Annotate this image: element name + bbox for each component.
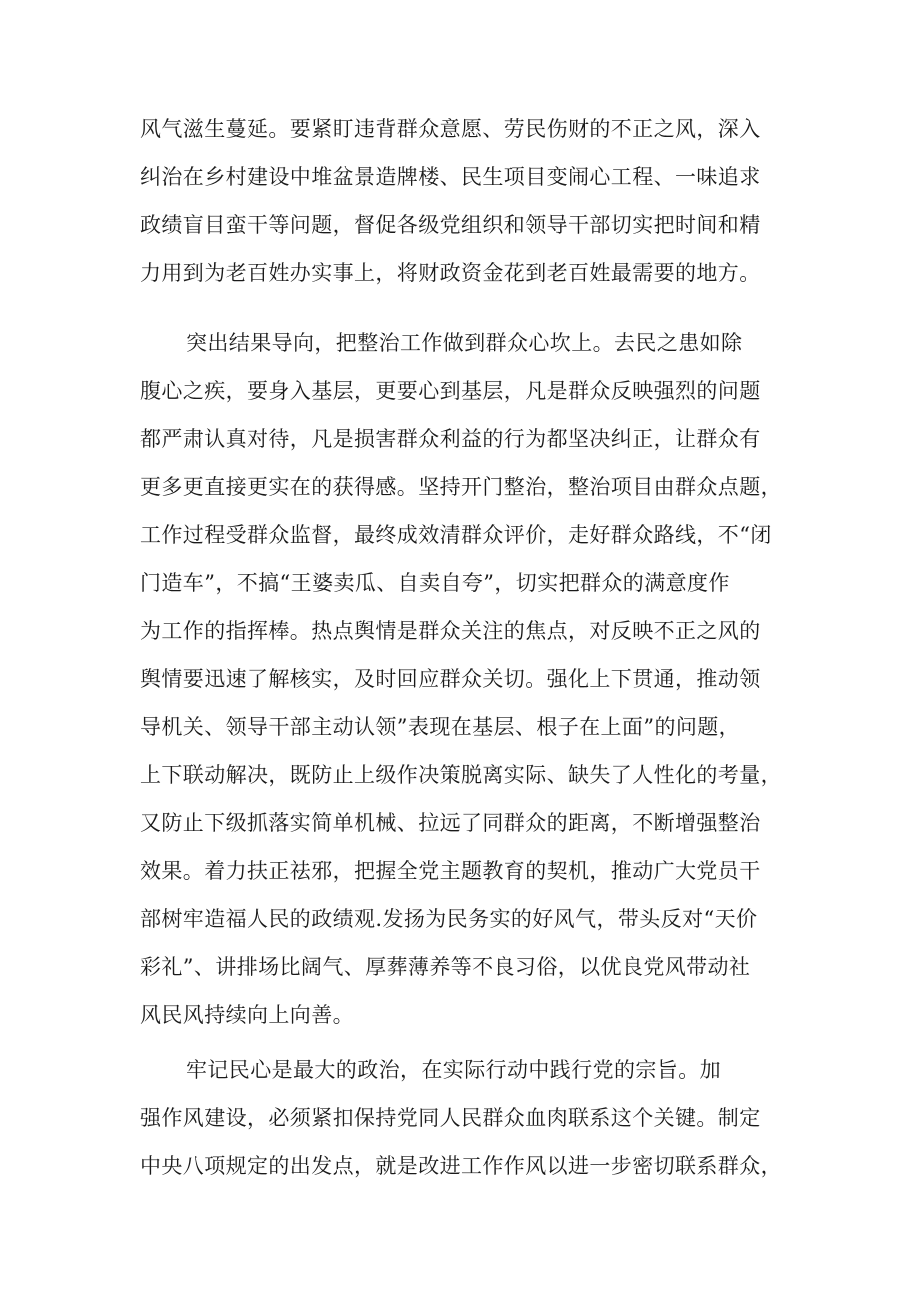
paragraph-2-line-15: 风民风持续向上向善。 [140,1003,354,1027]
paragraph-1-line-3: 政绩盲目蛮干等问题，督促各级党组织和领导干部切实把时间和精 [140,213,761,237]
paragraph-1-line-2: 纠治在乡村建设中堆盆景造牌楼、民生项目变闹心工程、一味追求 [140,165,761,189]
paragraph-2-line-11: 又防止下级抓落实简单机械、拉远了同群众的距离，不断增强整治 [140,811,761,835]
paragraph-3-line-2: 强作风建设，必须紧扣保持党同人民群众血肉联系这个关键。制定 [140,1106,761,1130]
paragraph-2-line-10: 上下联动解决，既防止上级作决策脱离实际、缺失了人性化的考量， [140,763,782,787]
paragraph-2-line-2: 腹心之疾，要身入基层，更要心到基层，凡是群众反映强烈的问题 [140,379,761,403]
paragraph-3-line-3: 中央八项规定的出发点，就是改进工作作风以进一步密切联系群众， [140,1154,782,1178]
paragraph-2-line-3: 都严肃认真对待，凡是损害群众利益的行为都坚决纠正，让群众有 [140,427,761,451]
paragraph-2-line-5: 工作过程受群众监督，最终成效清群众评价，走好群众路线，不“闭 [140,523,772,547]
paragraph-1-line-1: 风气滋生蔓延。要紧盯违背群众意愿、劳民伤财的不正之风，深入 [140,117,761,141]
paragraph-3-line-1: 牢记民心是最大的政治，在实际行动中践行党的宗旨。加 [186,1058,721,1082]
paragraph-2-line-6: 门造车”，不搞“王婆卖瓜、自卖自夸”，切实把群众的满意度作 [140,571,730,595]
paragraph-2-line-9: 导机关、领导干部主动认领”表现在基层、根子在上面”的问题， [140,715,741,739]
paragraph-2-line-12: 效果。着力扶正祛邪，把握全党主题教育的契机，推动广大党员干 [140,859,761,883]
paragraph-2-line-7: 为工作的指挥棒。热点舆情是群众关注的焦点，对反映不正之风的 [140,619,761,643]
paragraph-2-line-13: 部树牢造福人民的政绩观.发扬为民务实的好风气，带头反对“天价 [140,907,758,931]
paragraph-1-line-4: 力用到为老百姓办实事上，将财政资金花到老百姓最需要的地方。 [140,261,761,285]
paragraph-2-line-4: 更多更直接更实在的获得感。坚持开门整治，整治项目由群众点题， [140,475,782,499]
paragraph-2-line-14: 彩礼”、讲排场比阔气、厚葬薄养等不良习俗，以优良党风带动社 [140,955,751,979]
paragraph-2-line-1: 突出结果导向，把整治工作做到群众心坎上。去民之患如除 [186,331,743,355]
paragraph-2-line-8: 舆情要迅速了解核实，及时回应群众关切。强化上下贯通，推动领 [140,667,761,691]
